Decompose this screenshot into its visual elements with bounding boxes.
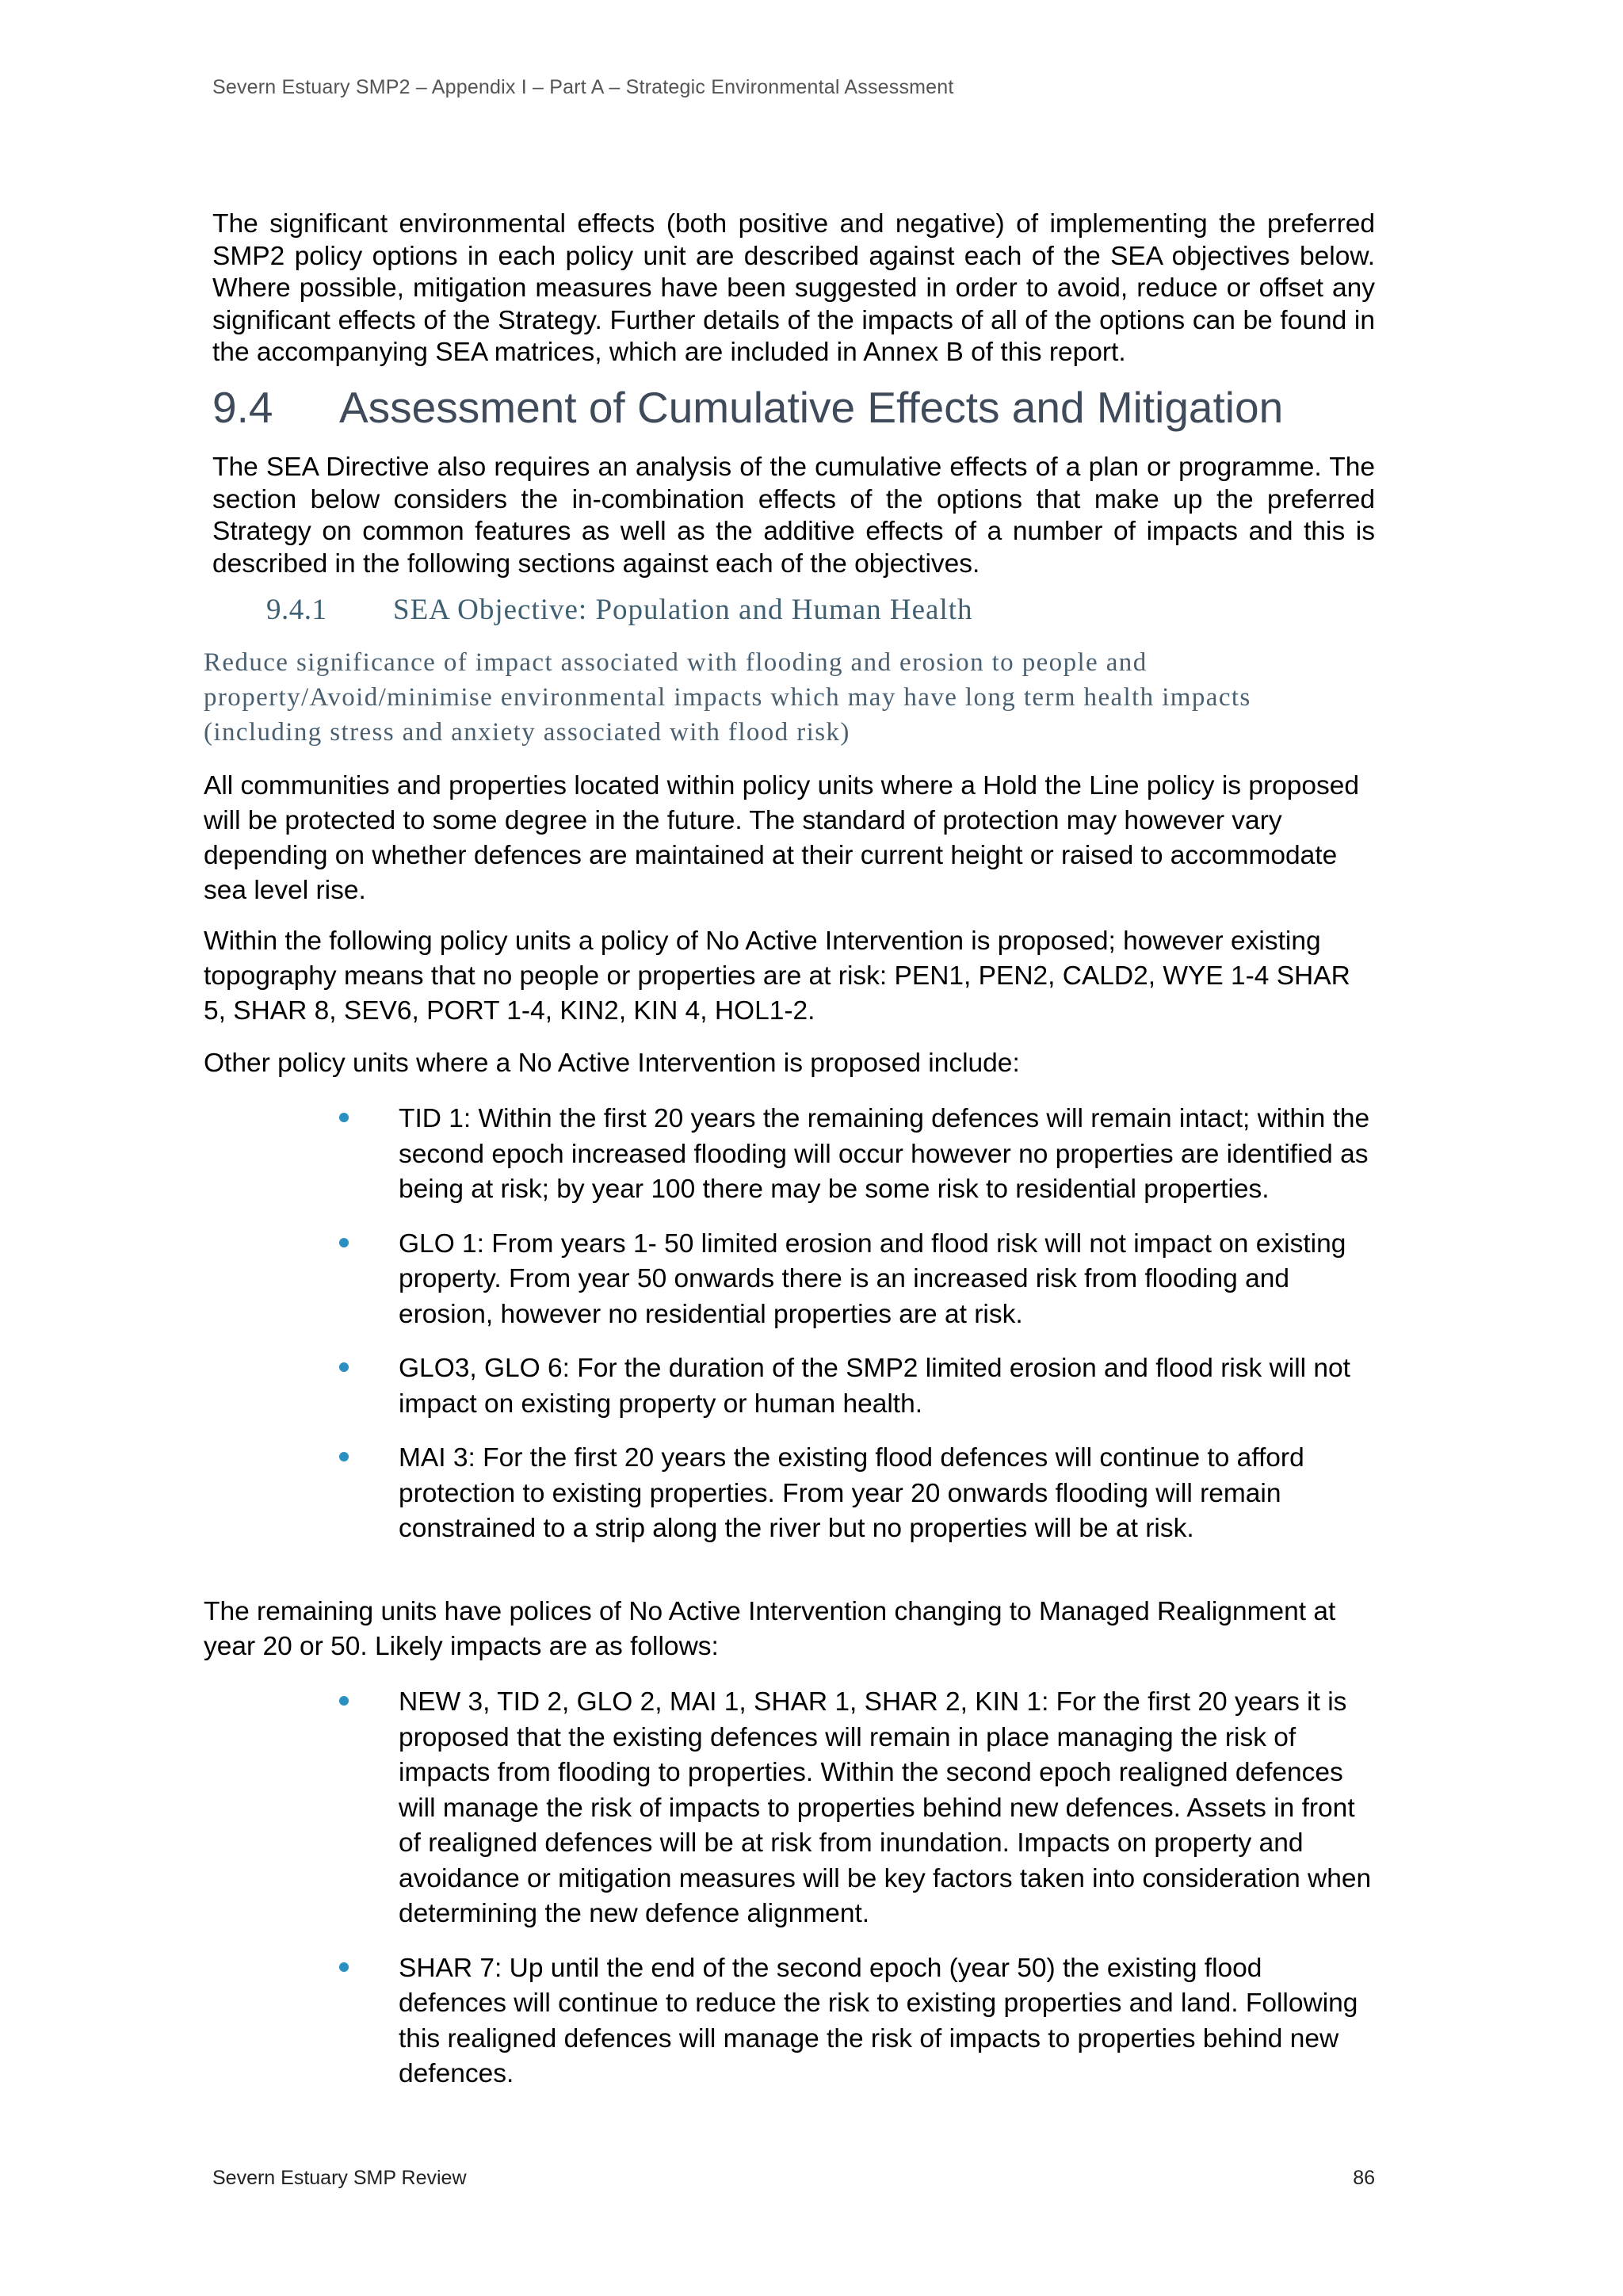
nai-bullet-list: [0, 1102, 1623, 1566]
bullet-icon: [339, 1362, 349, 1372]
other-units-intro: Other policy units where a No Active Intervention is proposed include:: [204, 1049, 1020, 1078]
bullet-icon: [339, 1962, 349, 1972]
list-item: NEW 3, TID 2, GLO 2, MAI 1, SHAR 1, SHAR 2, KIN 1: For the first 20 years it is proposed that the existing defences will remain in place managing the risk of impacts from flooding to properties. Within the second epoch realigned defences will manage the risk of impacts to properties behind new defences. Assets in front of realigned defences will be at risk from inundation. Impacts on property and avoidance or mitigation measures will be key factors taken into consideration when determining the new defence alignment.: [0, 1685, 1373, 1932]
section-number: 9.4: [212, 383, 273, 432]
section-title: Assessment of Cumulative Effects and Mitigation: [339, 383, 1284, 432]
running-header: Severn Estuary SMP2 – Appendix I – Part A – Strategic Environmental Assessment: [212, 76, 954, 98]
remaining-units-intro: The remaining units have polices of No Active Intervention changing to Managed Realignment at year 20 or 50. Likely impacts are as follows:: [204, 1597, 1336, 1661]
subsection-heading: [266, 593, 973, 627]
list-item: TID 1: Within the first 20 years the remaining defences will remain intact; within the second epoch increased flooding will occur however no properties are identified as being at risk; by year 100 there may be some risk to residential properties.: [0, 1102, 1373, 1208]
mr-bullet-list: [0, 1685, 1623, 2111]
subsection-number: 9.4.1: [266, 594, 327, 626]
bullet-icon: [339, 1238, 349, 1247]
intro-paragraph: The significant environmental effects (both positive and negative) of implementing the preferred SMP2 policy options in each policy unit are described against each of the SEA objectives below. Where possible, mitigation measures have been suggested in order to avoid, reduce or offset any significant effects of the Strategy. Further details of the impacts of all of the options can be found in the accompanying SEA matrices, which are included in Annex B of this report.: [212, 209, 1375, 367]
hold-the-line-paragraph: All communities and properties located within policy units where a Hold the Line policy is proposed will be protected to some degree in the future. The standard of protection may however vary depending on whether defences are maintained at their current height or raised to accommodate sea level rise.: [204, 771, 1360, 905]
page-number: 86: [1353, 2167, 1375, 2189]
bullet-icon: [339, 1452, 349, 1461]
list-item: GLO 1: From years 1- 50 limited erosion and flood risk will not impact on existing property. From year 50 onwards there is an increased risk from flooding and erosion, however no residential properties are at risk.: [0, 1227, 1373, 1333]
footer-title: Severn Estuary SMP Review: [212, 2167, 467, 2189]
section-heading: [212, 382, 1283, 433]
bullet-icon: [339, 1113, 349, 1122]
list-item: GLO3, GLO 6: For the duration of the SMP2 limited erosion and flood risk will not impact on existing property or human health.: [0, 1351, 1373, 1422]
list-item: MAI 3: For the first 20 years the existing flood defences will continue to afford protection to existing properties. From year 20 onwards flooding will remain constrained to a strip along the river but no properties will be at risk.: [0, 1441, 1373, 1547]
no-risk-units-paragraph: Within the following policy units a policy of No Active Intervention is proposed; however existing topography means that no people or properties are at risk: PEN1, PEN2, CALD2, WYE 1-4 SHAR 5, SHAR 8, SEV6, PORT 1-4, KIN2, KIN 4, HOL1-2.: [204, 926, 1350, 1026]
list-item: SHAR 7: Up until the end of the second epoch (year 50) the existing flood defences will continue to reduce the risk to existing properties and land. Following this realigned defences will manage the risk of impacts to properties behind new defences.: [0, 1951, 1373, 2092]
section-paragraph: The SEA Directive also requires an analysis of the cumulative effects of a plan or programme. The section below considers the in-combination effects of the options that make up the preferred Strategy on common features as well as the additive effects of a number of impacts and this is described in the following sections against each of the objectives.: [212, 453, 1375, 579]
objective-statement: Reduce significance of impact associated with flooding and erosion to people and property/Avoid/minimise environmental impacts which may have long term health impacts (including stress and anxiety associated with flood risk): [204, 648, 1251, 747]
bullet-icon: [339, 1696, 349, 1706]
subsection-title: SEA Objective: Population and Human Health: [393, 594, 973, 626]
